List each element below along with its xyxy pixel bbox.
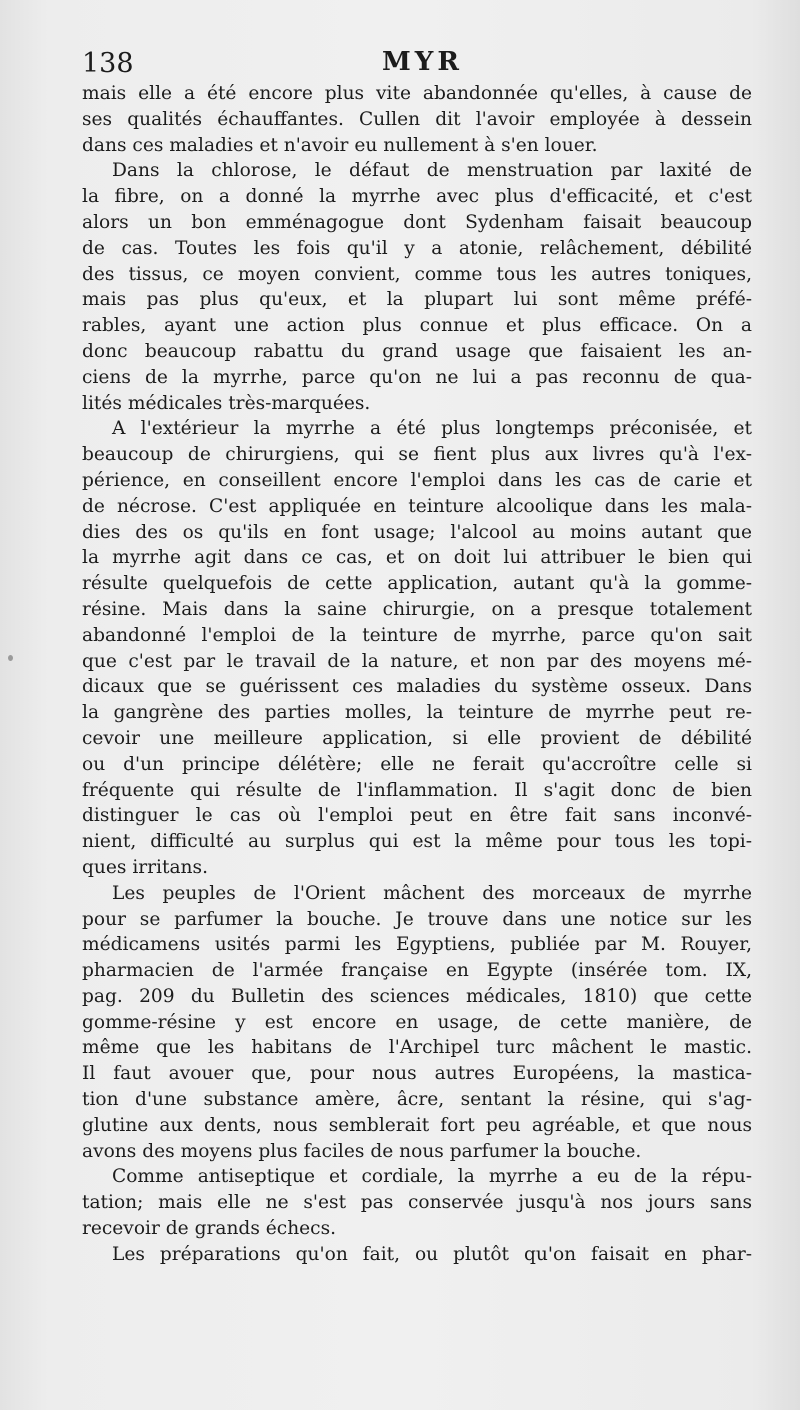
text-line: même que les habitans de l'Archipel turc mâchent le mastic. [82, 1037, 752, 1059]
text-line: de nécrose. C'est appliquée en teinture alcoolique dans les mala- [82, 495, 752, 517]
text-line: rables, ayant une action plus connue et plus efficace. On a [82, 315, 752, 337]
text-line: dies des os qu'ils en font usage; l'alcool au moins autant que [82, 521, 752, 543]
text-line: des tissus, ce moyen convient, comme tous les autres toniques, [82, 263, 752, 285]
text-line: pour se parfumer la bouche. Je trouve dans une notice sur les [82, 908, 752, 930]
text-line: ou d'un principe délétère; elle ne ferait qu'accroître celle si [82, 753, 752, 775]
text-line: alors un bon emménagogue dont Sydenham faisait beaucoup [82, 211, 752, 233]
text-line: pharmacien de l'armée française en Egypte (insérée tom. IX, [82, 960, 752, 982]
text-line: médicamens usités parmi les Egyptiens, publiée par M. Rouyer, [82, 934, 752, 956]
text-line: périence, en conseillent encore l'emploi dans les cas de carie et [82, 469, 752, 491]
page-number: 138 [82, 48, 134, 79]
text-line: tation; mais elle ne s'est pas conservée jusqu'à nos jours sans [82, 1192, 752, 1214]
text-line: lités médicales très-marquées. [82, 392, 371, 414]
text-line: tion d'une substance amère, âcre, sentant la résine, qui s'ag- [82, 1089, 752, 1111]
text-line: gomme-résine y est encore en usage, de cette manière, de [82, 1011, 752, 1033]
text-line: nient, difficulté au surplus qui est la même pour tous les topi- [82, 831, 752, 853]
text-line: mais elle a été encore plus vite abandonnée qu'elles, à cause de [82, 83, 752, 104]
text-line: A l'extérieur la myrrhe a été plus longtemps préconisée, et [112, 418, 752, 440]
text-line: recevoir de grands échecs. [82, 1218, 337, 1240]
text-line: glutine aux dents, nous semblerait fort peu agréable, et que nous [82, 1114, 752, 1136]
page-header [82, 44, 752, 84]
text-line: la myrrhe agit dans ce cas, et on doit lui attribuer le bien qui [82, 547, 752, 569]
text-line: Les préparations qu'on fait, ou plutôt qu'on faisait en phar- [112, 1243, 752, 1265]
text-line: de cas. Toutes les fois qu'il y a atonie, relâchement, débilité [82, 237, 752, 259]
text-line: que c'est par le travail de la nature, et non par des moyens mé- [82, 650, 752, 672]
text-line: donc beaucoup rabattu du grand usage que faisaient les an- [82, 340, 752, 362]
text-line: Les peuples de l'Orient mâchent des morceaux de myrrhe [112, 882, 752, 904]
text-line: la fibre, on a donné la myrrhe avec plus d'efficacité, et c'est [82, 186, 752, 208]
text-line: mais pas plus qu'eux, et la plupart lui sont même préfé- [82, 289, 752, 311]
text-line: ques irritans. [82, 856, 208, 878]
text-line: ses qualités échauffantes. Cullen dit l'avoir employée à dessein [82, 108, 752, 130]
text-line: beaucoup de chirurgiens, qui se fient plus aux livres qu'à l'ex- [82, 444, 752, 466]
text-line: dicaux que se guérissent ces maladies du système osseux. Dans [82, 676, 752, 698]
text-line: Comme antiseptique et cordiale, la myrrhe a eu de la répu- [112, 1166, 752, 1188]
text-line: abandonné l'emploi de la teinture de myrrhe, parce qu'on sait [82, 624, 752, 646]
text-line: Il faut avouer que, pour nous autres Européens, la mastica- [82, 1063, 752, 1085]
text-line: résulte quelquefois de cette application, autant qu'à la gomme- [82, 573, 752, 595]
text-line: cevoir une meilleure application, si elle provient de débilité [82, 727, 752, 749]
text-line: pag. 209 du Bulletin des sciences médicales, 1810) que cette [82, 985, 752, 1007]
text-line: la gangrène des parties molles, la teinture de myrrhe peut re- [82, 702, 752, 724]
text-line: ciens de la myrrhe, parce qu'on ne lui a pas reconnu de qua- [82, 366, 752, 388]
text-line: avons des moyens plus faciles de nous parfumer la bouche. [82, 1140, 642, 1162]
running-head: MYR [382, 47, 463, 77]
ink-spot [8, 655, 13, 661]
text-line: Dans la chlorose, le défaut de menstruation par laxité de [112, 160, 752, 182]
text-line: distinguer le cas où l'emploi peut en être fait sans inconvé- [82, 805, 752, 827]
body-text [82, 81, 752, 1268]
text-line: dans ces maladies et n'avoir eu nullement à s'en louer. [82, 134, 598, 156]
text-line: fréquente qui résulte de l'inflammation. Il s'agit donc de bien [82, 779, 752, 801]
text-line: résine. Mais dans la saine chirurgie, on a presque totalement [82, 598, 752, 620]
